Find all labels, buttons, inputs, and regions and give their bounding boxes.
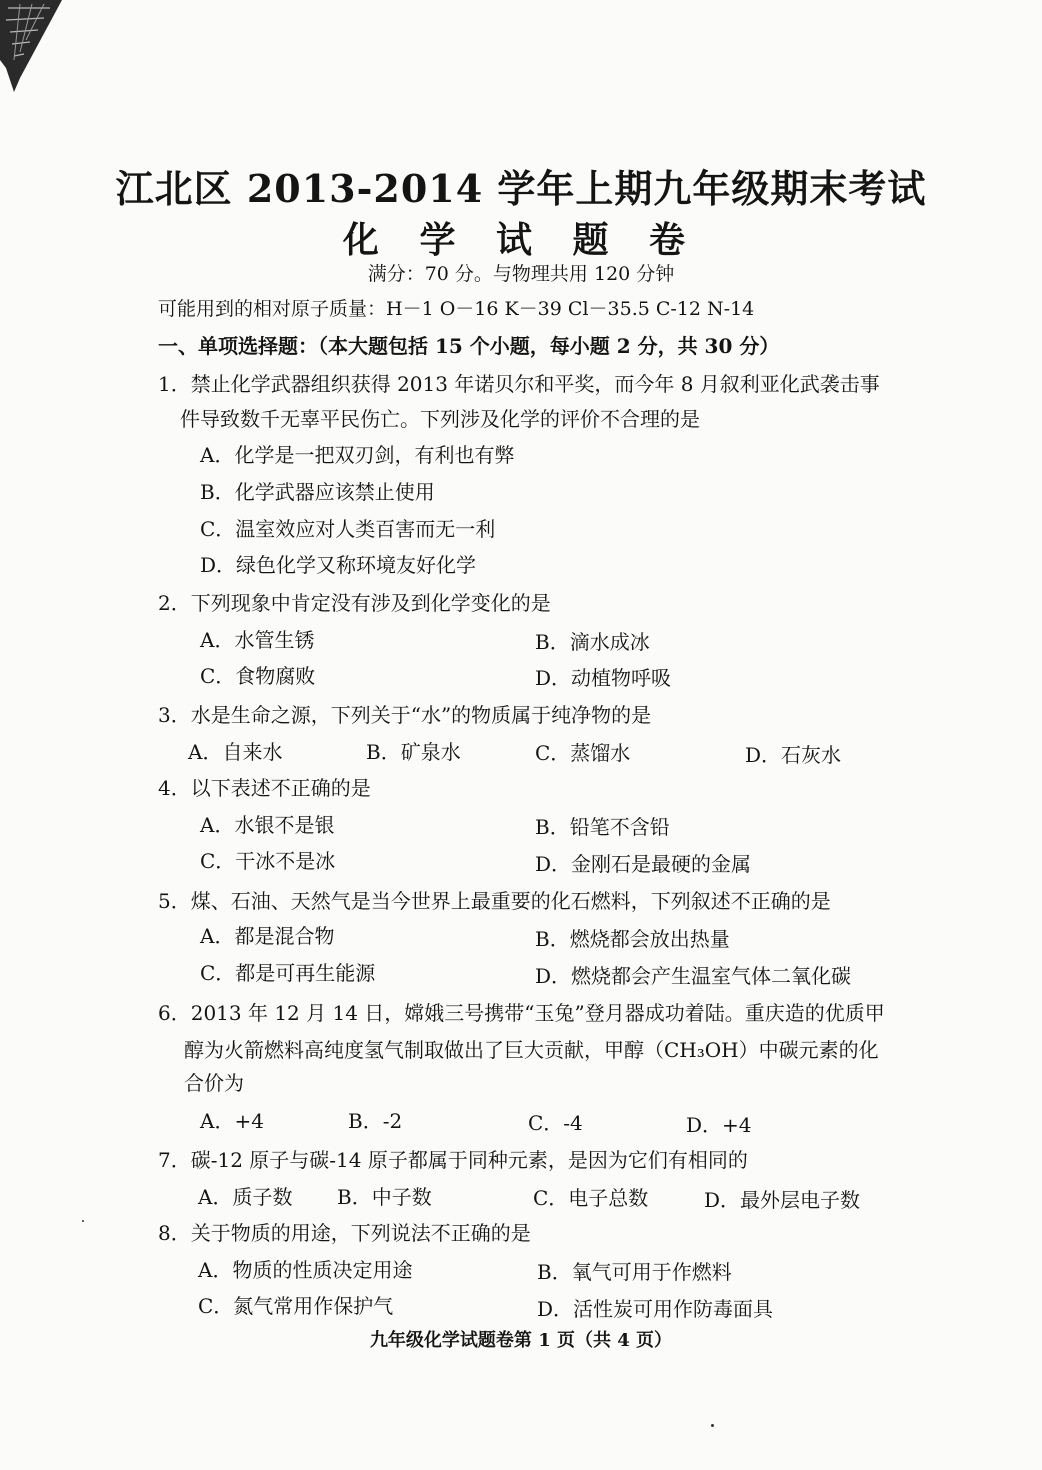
option-c: C．蒸馏水 <box>535 741 631 765</box>
scan-speck <box>82 1220 84 1222</box>
option-b: B．-2 <box>348 1109 403 1133</box>
question-stem: 合价为 <box>184 1071 244 1095</box>
atomic-masses: 可能用到的相对原子质量：H－1 O－16 K－39 Cl－35.5 C-12 N-14 <box>158 298 755 320</box>
question-stem: 1．禁止化学武器组织获得 2013 年诺贝尔和平奖，而今年 8 月叙利亚化武袭击事 <box>158 372 880 396</box>
option-b: B．燃烧都会放出热量 <box>535 927 730 951</box>
question-stem: 2．下列现象中肯定没有涉及到化学变化的是 <box>158 591 551 615</box>
question-stem: 件导致数千无辜平民伤亡。下列涉及化学的评价不合理的是 <box>180 407 700 431</box>
option-a: A．+4 <box>200 1109 264 1133</box>
question-stem: 7．碳-12 原子与碳-14 原子都属于同种元素，是因为它们有相同的 <box>158 1148 748 1172</box>
option-c: C．都是可再生能源 <box>200 961 376 985</box>
question-stem: 4．以下表述不正确的是 <box>158 776 371 800</box>
option-b: B．矿泉水 <box>366 740 461 764</box>
question-stem: 5．煤、石油、天然气是当今世界上最重要的化石燃料，下列叙述不正确的是 <box>158 889 831 913</box>
question-stem: 6．2013 年 12 月 14 日，嫦娥三号携带“玉兔”登月器成功着陆。重庆造的优质甲 <box>158 1001 885 1025</box>
score-info: 满分：70 分。与物理共用 120 分钟 <box>367 263 675 285</box>
option-a: A．自来水 <box>188 740 283 764</box>
option-b: B．氧气可用于作燃料 <box>537 1260 732 1284</box>
option-d: D．绿色化学又称环境友好化学 <box>200 553 477 577</box>
option-d: D．燃烧都会产生温室气体二氧化碳 <box>535 964 852 988</box>
option-c: C．电子总数 <box>533 1186 649 1210</box>
option-c: C．-4 <box>528 1111 583 1135</box>
option-d: D．金刚石是最硬的金属 <box>535 852 752 876</box>
scan-corner-mark <box>0 0 80 95</box>
option-d: D．动植物呼吸 <box>535 666 672 690</box>
option-b: B．化学武器应该禁止使用 <box>200 480 435 504</box>
option-a: A．物质的性质决定用途 <box>198 1258 413 1282</box>
question-stem: 3．水是生命之源，下列关于“水”的物质属于纯净物的是 <box>158 703 652 727</box>
section-heading: 一、单项选择题：（本大题包括 15 个小题，每小题 2 分，共 30 分） <box>158 334 780 358</box>
option-c: C．干冰不是冰 <box>200 849 336 873</box>
option-a: A．水银不是银 <box>200 813 335 837</box>
option-b: B．滴水成冰 <box>535 630 650 654</box>
option-a: A．化学是一把双刃剑，有利也有弊 <box>200 443 515 467</box>
exam-subtitle: 化 学 试 题 卷 <box>342 219 700 261</box>
option-c: C．食物腐败 <box>200 664 316 688</box>
question-stem: 醇为火箭燃料高纯度氢气制取做出了巨大贡献，甲醇（CH₃OH）中碳元素的化 <box>184 1038 879 1062</box>
option-a: A．水管生锈 <box>200 628 315 652</box>
option-d: D．最外层电子数 <box>704 1188 861 1212</box>
option-d: D．+4 <box>686 1113 752 1137</box>
option-d: D．活性炭可用作防毒面具 <box>537 1297 774 1321</box>
option-b: B．铅笔不含铅 <box>535 815 670 839</box>
option-a: A．都是混合物 <box>200 924 335 948</box>
question-stem: 8．关于物质的用途，下列说法不正确的是 <box>158 1221 531 1245</box>
option-d: D．石灰水 <box>745 743 842 767</box>
page-footer: 九年级化学试题卷第 1 页（共 4 页） <box>369 1330 673 1351</box>
exam-title: 江北区 2013-2014 学年上期九年级期末考试 <box>115 166 927 211</box>
option-c: C．氮气常用作保护气 <box>198 1294 394 1318</box>
option-b: B．中子数 <box>337 1185 432 1209</box>
scan-speck <box>711 1424 714 1427</box>
option-a: A．质子数 <box>198 1185 293 1209</box>
option-c: C．温室效应对人类百害而无一利 <box>200 517 496 541</box>
